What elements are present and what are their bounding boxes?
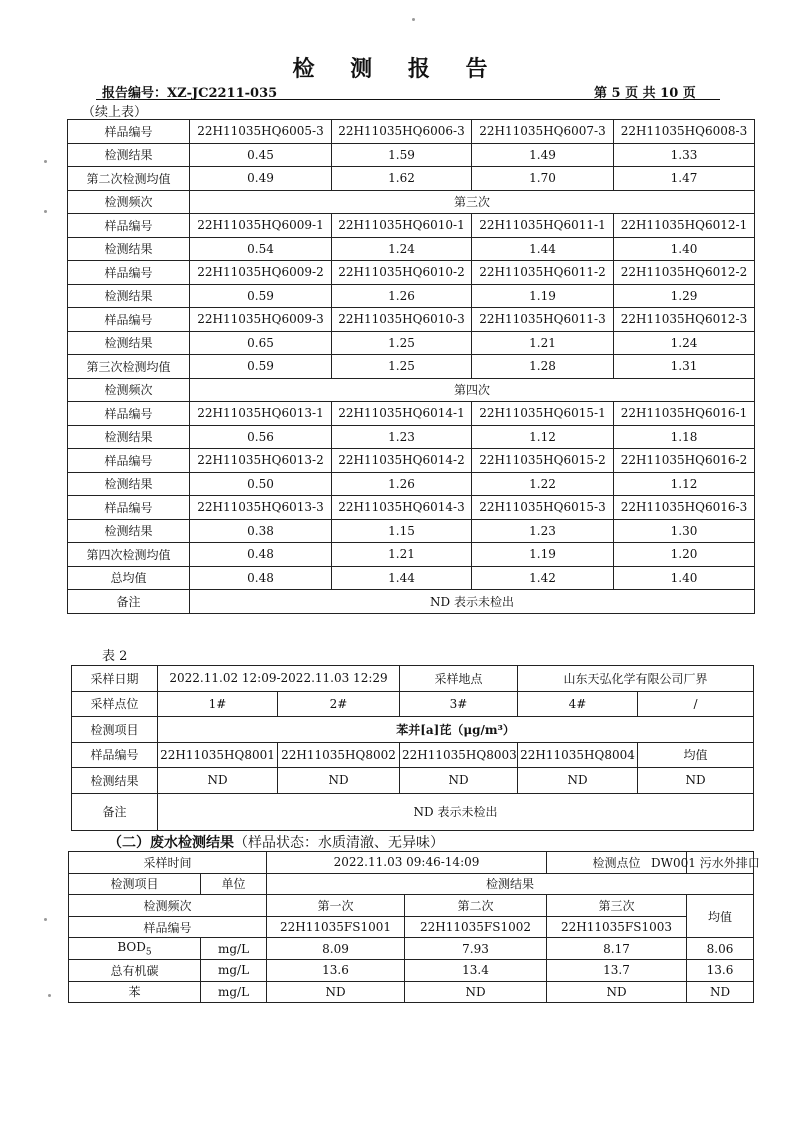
result-label: 检测结果 bbox=[72, 768, 158, 794]
value-cell: ND bbox=[405, 981, 547, 1003]
data-cell: 1.20 bbox=[614, 543, 755, 567]
table2-label: 表 2 bbox=[102, 649, 128, 664]
value-cell: 8.17 bbox=[547, 938, 687, 960]
data-cell: 22H11035HQ6006-3 bbox=[332, 120, 472, 144]
sample-id-cell: 22H11035HQ8002 bbox=[278, 742, 400, 768]
table-row bbox=[72, 768, 754, 794]
table-row bbox=[68, 237, 755, 261]
parameter-name: 苯 bbox=[69, 981, 201, 1003]
value-cell: 13.7 bbox=[547, 959, 687, 981]
table-row bbox=[72, 793, 754, 830]
data-cell: 22H11035HQ6009-3 bbox=[190, 308, 332, 332]
table-row bbox=[68, 284, 755, 308]
sample-id-cell: 22H11035FS1001 bbox=[267, 916, 405, 938]
row-label: 样品编号 bbox=[68, 261, 190, 285]
data-cell: 1.18 bbox=[614, 425, 755, 449]
sample-label: 样品编号 bbox=[69, 916, 267, 938]
data-cell: 1.44 bbox=[472, 237, 614, 261]
value-cell: 8.09 bbox=[267, 938, 405, 960]
data-cell: 22H11035HQ6011-2 bbox=[472, 261, 614, 285]
sample-id-cell: 22H11035FS1002 bbox=[405, 916, 547, 938]
row-label: 样品编号 bbox=[68, 214, 190, 238]
continued-label: （续上表） bbox=[82, 105, 148, 120]
point-cell: / bbox=[638, 691, 754, 717]
data-cell: 1.30 bbox=[614, 519, 755, 543]
report-number: 报告编号：XZ-JC2211-035 bbox=[102, 86, 278, 101]
point-cell: 4# bbox=[518, 691, 638, 717]
data-cell: 22H11035HQ6009-2 bbox=[190, 261, 332, 285]
row-label: 样品编号 bbox=[68, 496, 190, 520]
data-cell: 22H11035HQ6008-3 bbox=[614, 120, 755, 144]
row-label: 样品编号 bbox=[68, 120, 190, 144]
data-cell: 1.40 bbox=[614, 237, 755, 261]
data-cell: 1.24 bbox=[614, 331, 755, 355]
data-cell: 1.42 bbox=[472, 566, 614, 590]
data-cell: 22H11035HQ6011-3 bbox=[472, 308, 614, 332]
benzo-pyrene-table bbox=[71, 665, 754, 831]
freq-cell: 第三次 bbox=[547, 895, 687, 917]
sampling-site: 山东天弘化学有限公司厂界 bbox=[518, 666, 754, 692]
data-cell: 1.12 bbox=[472, 425, 614, 449]
time-label: 采样时间 bbox=[69, 852, 267, 874]
value-cell: 13.4 bbox=[405, 959, 547, 981]
data-cell: 1.23 bbox=[332, 425, 472, 449]
wastewater-table bbox=[68, 851, 760, 1003]
point-cell: 1# bbox=[158, 691, 278, 717]
table-row bbox=[68, 143, 755, 167]
data-cell: 1.23 bbox=[472, 519, 614, 543]
data-cell: 22H11035HQ6013-3 bbox=[190, 496, 332, 520]
value-cell: ND bbox=[267, 981, 405, 1003]
report-title: 检 测 报 告 bbox=[292, 56, 502, 82]
data-cell: 22H11035HQ6016-2 bbox=[614, 449, 755, 473]
row-label: 第四次检测均值 bbox=[68, 543, 190, 567]
row-label: 检测结果 bbox=[68, 237, 190, 261]
result-cell: ND bbox=[278, 768, 400, 794]
data-cell: 22H11035HQ6016-1 bbox=[614, 402, 755, 426]
data-cell: 0.59 bbox=[190, 284, 332, 308]
table-row bbox=[68, 402, 755, 426]
air-results-table-continued bbox=[67, 119, 755, 614]
row-label: 第二次检测均值 bbox=[68, 167, 190, 191]
mean-cell: ND bbox=[687, 981, 754, 1003]
data-cell: 1.28 bbox=[472, 355, 614, 379]
table-row bbox=[68, 496, 755, 520]
scan-speck bbox=[44, 918, 47, 921]
mean-header: 均值 bbox=[687, 895, 754, 938]
row-label: 检测结果 bbox=[68, 284, 190, 308]
table-row bbox=[69, 981, 754, 1003]
data-cell: 22H11035HQ6015-2 bbox=[472, 449, 614, 473]
result-cell: ND bbox=[158, 768, 278, 794]
test-item: 苯并[a]芘（μg/m³） bbox=[158, 717, 754, 743]
table-row bbox=[68, 167, 755, 191]
data-cell: ND 表示未检出 bbox=[190, 590, 755, 614]
data-cell: 0.56 bbox=[190, 425, 332, 449]
data-cell: 1.31 bbox=[614, 355, 755, 379]
data-cell: 22H11035HQ6007-3 bbox=[472, 120, 614, 144]
sample-label: 样品编号 bbox=[72, 742, 158, 768]
section-subtitle: （样品状态：水质清澈、无异味） bbox=[234, 835, 444, 851]
row-label: 第三次检测均值 bbox=[68, 355, 190, 379]
table-row bbox=[68, 261, 755, 285]
scan-speck bbox=[48, 994, 51, 997]
data-cell: 1.19 bbox=[472, 284, 614, 308]
site-label: 采样地点 bbox=[400, 666, 518, 692]
data-cell: 0.65 bbox=[190, 331, 332, 355]
row-label: 检测频次 bbox=[68, 190, 190, 214]
data-cell: 22H11035HQ6014-2 bbox=[332, 449, 472, 473]
freq-label: 检测频次 bbox=[69, 895, 267, 917]
freq-cell: 第二次 bbox=[405, 895, 547, 917]
table-row bbox=[72, 691, 754, 717]
sample-id-cell: 22H11035HQ8001 bbox=[158, 742, 278, 768]
parameter-name: 总有机碳 bbox=[69, 959, 201, 981]
unit-label: 单位 bbox=[201, 873, 267, 895]
point-label: 检测点位 bbox=[547, 852, 687, 874]
table-row bbox=[69, 916, 754, 938]
data-cell: 1.15 bbox=[332, 519, 472, 543]
data-cell: 0.54 bbox=[190, 237, 332, 261]
row-label: 总均值 bbox=[68, 566, 190, 590]
data-cell: 22H11035HQ6010-2 bbox=[332, 261, 472, 285]
sample-id-cell: 22H11035HQ8003 bbox=[400, 742, 518, 768]
row-label: 样品编号 bbox=[68, 308, 190, 332]
monitoring-point: DW001 污水外排口 bbox=[687, 852, 754, 874]
value-cell: 13.6 bbox=[267, 959, 405, 981]
point-cell: 3# bbox=[400, 691, 518, 717]
point-label: 采样点位 bbox=[72, 691, 158, 717]
data-cell: 1.25 bbox=[332, 331, 472, 355]
result-label: 检测结果 bbox=[267, 873, 754, 895]
unit-cell: mg/L bbox=[201, 938, 267, 960]
data-cell: 22H11035HQ6013-2 bbox=[190, 449, 332, 473]
table-row bbox=[68, 472, 755, 496]
freq-cell: 第一次 bbox=[267, 895, 405, 917]
data-cell: 1.44 bbox=[332, 566, 472, 590]
item-label: 检测项目 bbox=[72, 717, 158, 743]
row-label: 检测结果 bbox=[68, 425, 190, 449]
table-row bbox=[68, 543, 755, 567]
sample-id-cell: 22H11035FS1003 bbox=[547, 916, 687, 938]
mean-cell: 13.6 bbox=[687, 959, 754, 981]
table-row bbox=[68, 214, 755, 238]
row-label: 检测频次 bbox=[68, 378, 190, 402]
row-label: 检测结果 bbox=[68, 472, 190, 496]
data-cell: 1.21 bbox=[472, 331, 614, 355]
table-row bbox=[68, 425, 755, 449]
scan-speck bbox=[44, 160, 47, 163]
data-cell: 1.26 bbox=[332, 284, 472, 308]
table-row bbox=[68, 331, 755, 355]
row-label: 样品编号 bbox=[68, 402, 190, 426]
section-title: （二）废水检测结果 bbox=[108, 835, 234, 851]
data-cell: 1.22 bbox=[472, 472, 614, 496]
table-row bbox=[69, 895, 754, 917]
table-row bbox=[68, 449, 755, 473]
row-label: 检测结果 bbox=[68, 519, 190, 543]
data-cell: 22H11035HQ6015-3 bbox=[472, 496, 614, 520]
item-label: 检测项目 bbox=[69, 873, 201, 895]
unit-cell: mg/L bbox=[201, 981, 267, 1003]
data-cell: 22H11035HQ6015-1 bbox=[472, 402, 614, 426]
scan-speck bbox=[412, 18, 415, 21]
result-cell: ND bbox=[400, 768, 518, 794]
data-cell: 0.48 bbox=[190, 543, 332, 567]
data-cell: 1.33 bbox=[614, 143, 755, 167]
row-label: 样品编号 bbox=[68, 449, 190, 473]
row-label: 检测结果 bbox=[68, 331, 190, 355]
data-cell: 22H11035HQ6016-3 bbox=[614, 496, 755, 520]
table-row bbox=[69, 873, 754, 895]
data-cell: 22H11035HQ6014-3 bbox=[332, 496, 472, 520]
table-row bbox=[68, 120, 755, 144]
table-row bbox=[72, 742, 754, 768]
data-cell: 1.59 bbox=[332, 143, 472, 167]
data-cell: 1.29 bbox=[614, 284, 755, 308]
data-cell: 0.38 bbox=[190, 519, 332, 543]
data-cell: 22H11035HQ6014-1 bbox=[332, 402, 472, 426]
data-cell: 1.26 bbox=[332, 472, 472, 496]
data-cell: 1.40 bbox=[614, 566, 755, 590]
data-cell: 22H11035HQ6012-3 bbox=[614, 308, 755, 332]
table-row bbox=[68, 190, 755, 214]
data-cell: 22H11035HQ6010-3 bbox=[332, 308, 472, 332]
point-cell: 2# bbox=[278, 691, 400, 717]
table-row bbox=[68, 308, 755, 332]
table-row bbox=[68, 590, 755, 614]
value-cell: ND bbox=[547, 981, 687, 1003]
data-cell: 22H11035HQ6005-3 bbox=[190, 120, 332, 144]
table-row bbox=[72, 666, 754, 692]
data-cell: 第三次 bbox=[190, 190, 755, 214]
section-heading bbox=[108, 832, 444, 852]
page-indicator: 第 5 页 共 10 页 bbox=[594, 86, 696, 101]
data-cell: 1.62 bbox=[332, 167, 472, 191]
data-cell: 0.59 bbox=[190, 355, 332, 379]
mean-header: 均值 bbox=[638, 742, 754, 768]
table-row bbox=[68, 566, 755, 590]
data-cell: 0.45 bbox=[190, 143, 332, 167]
data-cell: 1.21 bbox=[332, 543, 472, 567]
data-cell: 1.49 bbox=[472, 143, 614, 167]
data-cell: 1.25 bbox=[332, 355, 472, 379]
data-cell: 第四次 bbox=[190, 378, 755, 402]
value-cell: 7.93 bbox=[405, 938, 547, 960]
data-cell: 22H11035HQ6011-1 bbox=[472, 214, 614, 238]
table-row bbox=[69, 959, 754, 981]
table-row bbox=[69, 852, 754, 874]
table-row bbox=[68, 378, 755, 402]
row-label: 备注 bbox=[68, 590, 190, 614]
sampling-date-label: 采样日期 bbox=[72, 666, 158, 692]
data-cell: 1.47 bbox=[614, 167, 755, 191]
table-row bbox=[72, 717, 754, 743]
data-cell: 22H11035HQ6010-1 bbox=[332, 214, 472, 238]
scan-speck bbox=[44, 210, 47, 213]
data-cell: 0.49 bbox=[190, 167, 332, 191]
data-cell: 22H11035HQ6012-2 bbox=[614, 261, 755, 285]
data-cell: 0.48 bbox=[190, 566, 332, 590]
note-text: ND 表示未检出 bbox=[158, 793, 754, 830]
sampling-date: 2022.11.02 12:09-2022.11.03 12:29 bbox=[158, 666, 400, 692]
table-row bbox=[68, 519, 755, 543]
parameter-name: $BOD_5$ bbox=[69, 938, 201, 960]
data-cell: 1.12 bbox=[614, 472, 755, 496]
unit-cell: mg/L bbox=[201, 959, 267, 981]
data-cell: 22H11035HQ6012-1 bbox=[614, 214, 755, 238]
header-rule bbox=[96, 99, 720, 100]
data-cell: 0.50 bbox=[190, 472, 332, 496]
note-label: 备注 bbox=[72, 793, 158, 830]
result-cell: ND bbox=[638, 768, 754, 794]
data-cell: 1.19 bbox=[472, 543, 614, 567]
table-row bbox=[69, 938, 754, 960]
data-cell: 22H11035HQ6013-1 bbox=[190, 402, 332, 426]
row-label: 检测结果 bbox=[68, 143, 190, 167]
data-cell: 1.24 bbox=[332, 237, 472, 261]
sample-id-cell: 22H11035HQ8004 bbox=[518, 742, 638, 768]
result-cell: ND bbox=[518, 768, 638, 794]
table-row bbox=[68, 355, 755, 379]
data-cell: 22H11035HQ6009-1 bbox=[190, 214, 332, 238]
data-cell: 1.70 bbox=[472, 167, 614, 191]
mean-cell: 8.06 bbox=[687, 938, 754, 960]
sampling-time: 2022.11.03 09:46-14:09 bbox=[267, 852, 547, 874]
